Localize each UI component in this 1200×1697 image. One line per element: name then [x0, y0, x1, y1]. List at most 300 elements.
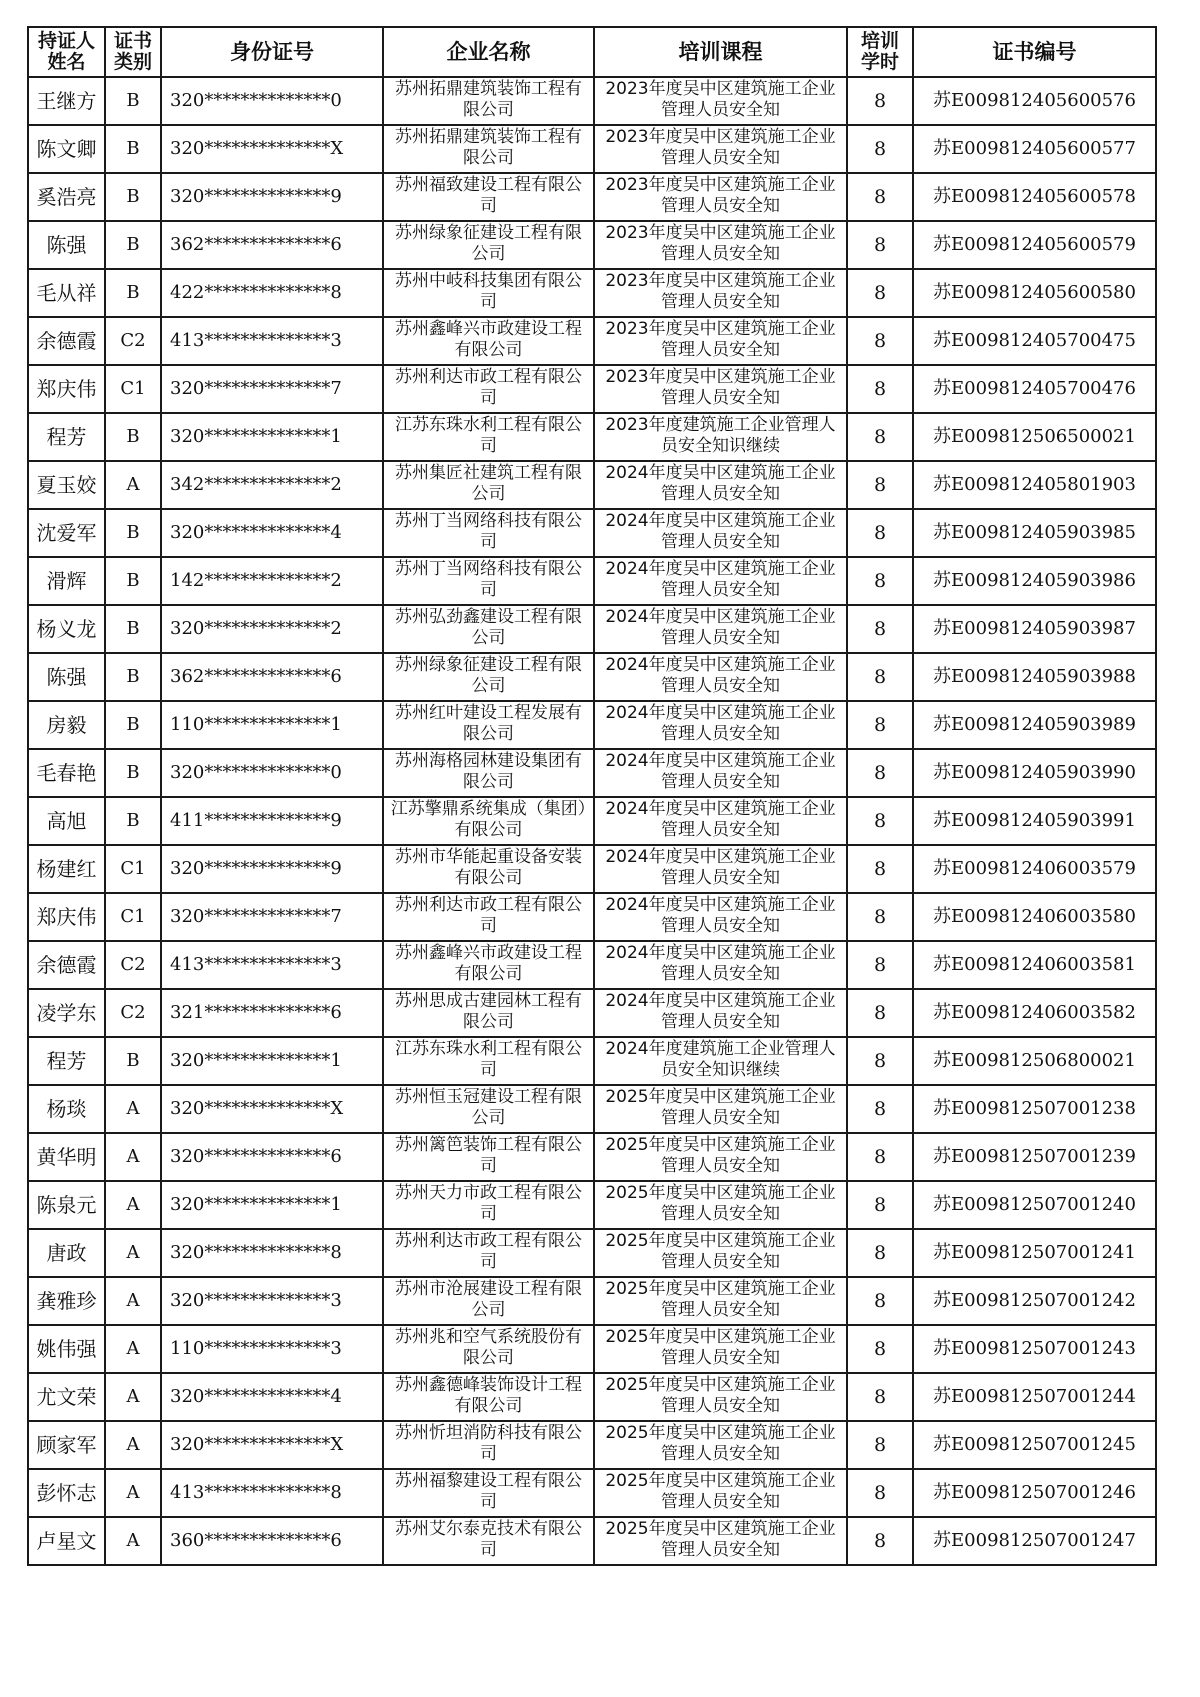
certificate-category-cell: B [105, 1037, 161, 1085]
training-course-cell [594, 1517, 847, 1565]
holder-name-cell: 陈强 [28, 221, 105, 269]
training-hours-cell: 8 [847, 509, 913, 557]
id-number-cell: 320**************2 [161, 605, 383, 653]
certificate-number-cell: 苏E009812405903989 [913, 701, 1156, 749]
company-name-cell-text: 苏州艾尔泰克技术有限公司 [395, 1519, 582, 1560]
certificate-number-cell: 苏E009812507001243 [913, 1325, 1156, 1373]
header-category-line2: 类别 [113, 51, 152, 73]
id-number-cell: 320**************8 [161, 1229, 383, 1277]
training-hours-cell: 8 [847, 1325, 913, 1373]
company-name-cell [383, 77, 594, 125]
certificate-number-cell: 苏E009812405600578 [913, 173, 1156, 221]
certificate-number-cell: 苏E009812507001240 [913, 1181, 1156, 1229]
holder-name-cell: 陈文卿 [28, 125, 105, 173]
table-row [28, 701, 1156, 749]
certificate-number-cell: 苏E009812405903985 [913, 509, 1156, 557]
header-hours-line2: 学时 [860, 51, 899, 73]
training-course-cell-text: 2023年度吴中区建筑施工企业管理人员安全知 [605, 79, 836, 120]
company-name-cell [383, 1517, 594, 1565]
training-hours-cell: 8 [847, 989, 913, 1037]
company-name-cell-text: 江苏东珠水利工程有限公司 [395, 415, 582, 456]
company-name-cell [383, 653, 594, 701]
table-row [28, 1037, 1156, 1085]
holder-name-cell: 陈泉元 [28, 1181, 105, 1229]
certificate-number-cell: 苏E009812507001247 [913, 1517, 1156, 1565]
holder-name-cell: 卢星文 [28, 1517, 105, 1565]
certificate-category-cell: B [105, 509, 161, 557]
training-hours-cell: 8 [847, 653, 913, 701]
training-hours-cell: 8 [847, 1181, 913, 1229]
table-row [28, 1085, 1156, 1133]
company-name-cell-text: 苏州弘劲鑫建设工程有限公司 [395, 607, 582, 648]
id-number-cell: 320**************4 [161, 1373, 383, 1421]
id-number-cell: 320**************X [161, 1421, 383, 1469]
training-course-cell [594, 701, 847, 749]
header-id-number: 身份证号 [161, 27, 383, 77]
training-course-cell [594, 1325, 847, 1373]
company-name-cell-text: 苏州兆和空气系统股份有限公司 [395, 1327, 582, 1368]
table-row [28, 1517, 1156, 1565]
holder-name-cell: 王继方 [28, 77, 105, 125]
company-name-cell [383, 509, 594, 557]
certificate-category-cell: B [105, 653, 161, 701]
training-course-cell-text: 2025年度吴中区建筑施工企业管理人员安全知 [605, 1423, 836, 1464]
certificate-number-cell: 苏E009812507001245 [913, 1421, 1156, 1469]
certificate-category-cell: C2 [105, 989, 161, 1037]
certificate-number-cell: 苏E009812405903991 [913, 797, 1156, 845]
certificate-category-cell: B [105, 605, 161, 653]
company-name-cell-text: 苏州集匠社建筑工程有限公司 [395, 463, 582, 504]
table-row [28, 509, 1156, 557]
training-course-cell [594, 1469, 847, 1517]
certificate-number-cell: 苏E009812405600576 [913, 77, 1156, 125]
holder-name-cell: 高旭 [28, 797, 105, 845]
id-number-cell: 320**************0 [161, 749, 383, 797]
training-course-cell-text: 2025年度吴中区建筑施工企业管理人员安全知 [605, 1183, 836, 1224]
company-name-cell-text: 苏州恒玉冠建设工程有限公司 [395, 1087, 582, 1128]
company-name-cell-text: 苏州忻坦消防科技有限公司 [395, 1423, 582, 1464]
certificate-category-cell: C1 [105, 365, 161, 413]
training-course-cell-text: 2024年度吴中区建筑施工企业管理人员安全知 [605, 655, 836, 696]
training-course-cell [594, 749, 847, 797]
company-name-cell-text: 江苏东珠水利工程有限公司 [395, 1039, 582, 1080]
certificate-number-cell: 苏E009812507001242 [913, 1277, 1156, 1325]
training-course-cell-text: 2024年度吴中区建筑施工企业管理人员安全知 [605, 943, 836, 984]
header-holder-name [28, 27, 105, 77]
certificate-number-cell: 苏E009812507001246 [913, 1469, 1156, 1517]
company-name-cell [383, 1325, 594, 1373]
holder-name-cell: 陈强 [28, 653, 105, 701]
table-header [28, 27, 1156, 77]
training-course-cell [594, 605, 847, 653]
holder-name-cell: 奚浩亮 [28, 173, 105, 221]
company-name-cell [383, 1421, 594, 1469]
table-row [28, 221, 1156, 269]
company-name-cell [383, 1181, 594, 1229]
training-hours-cell: 8 [847, 893, 913, 941]
table-row [28, 269, 1156, 317]
id-number-cell: 320**************9 [161, 845, 383, 893]
company-name-cell [383, 989, 594, 1037]
id-number-cell: 320**************7 [161, 365, 383, 413]
holder-name-cell: 郑庆伟 [28, 365, 105, 413]
company-name-cell-text: 苏州鑫峰兴市政建设工程有限公司 [395, 319, 582, 360]
training-hours-cell: 8 [847, 1373, 913, 1421]
training-course-cell [594, 269, 847, 317]
table-row [28, 557, 1156, 605]
training-course-cell [594, 1133, 847, 1181]
training-course-cell [594, 509, 847, 557]
id-number-cell: 320**************1 [161, 1037, 383, 1085]
training-course-cell-text: 2024年度吴中区建筑施工企业管理人员安全知 [605, 511, 836, 552]
training-hours-cell: 8 [847, 797, 913, 845]
training-course-cell-text: 2024年度吴中区建筑施工企业管理人员安全知 [605, 607, 836, 648]
training-course-cell [594, 1373, 847, 1421]
training-course-cell-text: 2025年度吴中区建筑施工企业管理人员安全知 [605, 1375, 836, 1416]
company-name-cell [383, 797, 594, 845]
company-name-cell [383, 365, 594, 413]
certificate-number-cell: 苏E009812405903987 [913, 605, 1156, 653]
id-number-cell: 413**************8 [161, 1469, 383, 1517]
training-course-cell [594, 989, 847, 1037]
company-name-cell-text: 苏州中岐科技集团有限公司 [395, 271, 582, 312]
table-row [28, 989, 1156, 1037]
holder-name-cell: 姚伟强 [28, 1325, 105, 1373]
training-course-cell [594, 1181, 847, 1229]
header-category-line1: 证书 [113, 30, 152, 52]
company-name-cell [383, 893, 594, 941]
certificate-number-cell: 苏E009812405903988 [913, 653, 1156, 701]
company-name-cell [383, 413, 594, 461]
header-hours-line1: 培训 [860, 30, 899, 52]
company-name-cell [383, 845, 594, 893]
header-row [28, 27, 1156, 77]
company-name-cell-text: 苏州市沧展建设工程有限公司 [395, 1279, 582, 1320]
holder-name-cell: 顾家军 [28, 1421, 105, 1469]
training-course-cell [594, 845, 847, 893]
table-row [28, 653, 1156, 701]
certificate-category-cell: B [105, 77, 161, 125]
certificate-number-cell: 苏E009812405903990 [913, 749, 1156, 797]
training-course-cell [594, 413, 847, 461]
certificate-category-cell: B [105, 221, 161, 269]
company-name-cell [383, 125, 594, 173]
id-number-cell: 110**************1 [161, 701, 383, 749]
training-course-cell-text: 2024年度建筑施工企业管理人员安全知识继续 [605, 1039, 836, 1080]
id-number-cell: 360**************6 [161, 1517, 383, 1565]
certificate-category-cell: C1 [105, 893, 161, 941]
certificate-number-cell: 苏E009812405903986 [913, 557, 1156, 605]
header-training-hours [847, 27, 913, 77]
table-row [28, 893, 1156, 941]
company-name-cell-text: 苏州海格园林建设集团有限公司 [395, 751, 582, 792]
holder-name-cell: 房毅 [28, 701, 105, 749]
certificate-number-cell: 苏E009812406003579 [913, 845, 1156, 893]
certificate-category-cell: C1 [105, 845, 161, 893]
certificate-category-cell: C2 [105, 317, 161, 365]
company-name-cell-text: 苏州福黎建设工程有限公司 [395, 1471, 582, 1512]
training-course-cell [594, 125, 847, 173]
certificate-number-cell: 苏E009812405700475 [913, 317, 1156, 365]
certificate-number-cell: 苏E009812406003582 [913, 989, 1156, 1037]
certificate-number-cell: 苏E009812405700476 [913, 365, 1156, 413]
certificate-category-cell: A [105, 1373, 161, 1421]
holder-name-cell: 余德霞 [28, 941, 105, 989]
certificate-category-cell: A [105, 1277, 161, 1325]
header-certificate-category [105, 27, 161, 77]
company-name-cell-text: 苏州丁当网络科技有限公司 [395, 559, 582, 600]
table-row [28, 1229, 1156, 1277]
id-number-cell: 320**************6 [161, 1133, 383, 1181]
training-course-cell [594, 1277, 847, 1325]
training-course-cell [594, 1421, 847, 1469]
id-number-cell: 342**************2 [161, 461, 383, 509]
id-number-cell: 413**************3 [161, 317, 383, 365]
company-name-cell [383, 221, 594, 269]
certificate-category-cell: A [105, 1517, 161, 1565]
table-row [28, 125, 1156, 173]
certificate-category-cell: B [105, 797, 161, 845]
certificate-number-cell: 苏E009812507001241 [913, 1229, 1156, 1277]
company-name-cell [383, 557, 594, 605]
holder-name-cell: 程芳 [28, 413, 105, 461]
company-name-cell-text: 苏州鑫峰兴市政建设工程有限公司 [395, 943, 582, 984]
table-row [28, 1181, 1156, 1229]
id-number-cell: 321**************6 [161, 989, 383, 1037]
company-name-cell [383, 1085, 594, 1133]
id-number-cell: 362**************6 [161, 653, 383, 701]
training-hours-cell: 8 [847, 1037, 913, 1085]
training-course-cell [594, 1229, 847, 1277]
certificate-number-cell: 苏E009812405801903 [913, 461, 1156, 509]
certificate-category-cell: A [105, 1469, 161, 1517]
training-course-cell-text: 2025年度吴中区建筑施工企业管理人员安全知 [605, 1327, 836, 1368]
table-row [28, 1469, 1156, 1517]
holder-name-cell: 郑庆伟 [28, 893, 105, 941]
training-course-cell-text: 2023年度吴中区建筑施工企业管理人员安全知 [605, 367, 836, 408]
company-name-cell [383, 461, 594, 509]
training-course-cell [594, 1085, 847, 1133]
training-course-cell [594, 893, 847, 941]
training-hours-cell: 8 [847, 77, 913, 125]
training-hours-cell: 8 [847, 125, 913, 173]
certificate-number-cell: 苏E009812507001239 [913, 1133, 1156, 1181]
training-course-cell-text: 2024年度吴中区建筑施工企业管理人员安全知 [605, 895, 836, 936]
table-row [28, 173, 1156, 221]
table-row [28, 749, 1156, 797]
certificate-category-cell: B [105, 269, 161, 317]
training-course-cell [594, 173, 847, 221]
training-hours-cell: 8 [847, 749, 913, 797]
training-hours-cell: 8 [847, 173, 913, 221]
certificate-number-cell: 苏E009812405600577 [913, 125, 1156, 173]
company-name-cell [383, 605, 594, 653]
holder-name-cell: 杨建红 [28, 845, 105, 893]
id-number-cell: 320**************X [161, 125, 383, 173]
company-name-cell-text: 苏州绿象征建设工程有限公司 [395, 223, 582, 264]
training-course-cell-text: 2023年度建筑施工企业管理人员安全知识继续 [605, 415, 836, 456]
company-name-cell-text: 苏州利达市政工程有限公司 [395, 367, 582, 408]
table-row [28, 1325, 1156, 1373]
holder-name-cell: 滑辉 [28, 557, 105, 605]
training-course-cell-text: 2025年度吴中区建筑施工企业管理人员安全知 [605, 1519, 836, 1560]
certificate-category-cell: B [105, 749, 161, 797]
training-hours-cell: 8 [847, 701, 913, 749]
certificate-category-cell: A [105, 1085, 161, 1133]
training-hours-cell: 8 [847, 605, 913, 653]
certificate-category-cell: B [105, 173, 161, 221]
holder-name-cell: 夏玉姣 [28, 461, 105, 509]
training-hours-cell: 8 [847, 1085, 913, 1133]
company-name-cell [383, 269, 594, 317]
table-row [28, 1277, 1156, 1325]
training-course-cell-text: 2025年度吴中区建筑施工企业管理人员安全知 [605, 1279, 836, 1320]
training-course-cell-text: 2023年度吴中区建筑施工企业管理人员安全知 [605, 127, 836, 168]
header-holder-name-line1: 持证人 [37, 30, 95, 52]
company-name-cell [383, 173, 594, 221]
id-number-cell: 320**************1 [161, 1181, 383, 1229]
certificate-category-cell: B [105, 413, 161, 461]
id-number-cell: 422**************8 [161, 269, 383, 317]
training-course-cell [594, 653, 847, 701]
training-course-cell-text: 2024年度吴中区建筑施工企业管理人员安全知 [605, 847, 836, 888]
training-hours-cell: 8 [847, 1421, 913, 1469]
holder-name-cell: 杨义龙 [28, 605, 105, 653]
certificate-category-cell: B [105, 125, 161, 173]
company-name-cell-text: 苏州拓鼎建筑装饰工程有限公司 [395, 79, 582, 120]
company-name-cell-text: 苏州天力市政工程有限公司 [395, 1183, 582, 1224]
certificate-category-cell: B [105, 701, 161, 749]
holder-name-cell: 杨琰 [28, 1085, 105, 1133]
id-number-cell: 320**************9 [161, 173, 383, 221]
training-hours-cell: 8 [847, 221, 913, 269]
training-hours-cell: 8 [847, 845, 913, 893]
training-hours-cell: 8 [847, 1133, 913, 1181]
training-hours-cell: 8 [847, 461, 913, 509]
table-row [28, 845, 1156, 893]
table-row [28, 1421, 1156, 1469]
training-hours-cell: 8 [847, 941, 913, 989]
company-name-cell-text: 苏州丁当网络科技有限公司 [395, 511, 582, 552]
certificate-number-cell: 苏E009812506500021 [913, 413, 1156, 461]
training-hours-cell: 8 [847, 1517, 913, 1565]
training-hours-cell: 8 [847, 365, 913, 413]
holder-name-cell: 彭怀志 [28, 1469, 105, 1517]
company-name-cell [383, 1133, 594, 1181]
company-name-cell [383, 701, 594, 749]
training-course-cell-text: 2025年度吴中区建筑施工企业管理人员安全知 [605, 1231, 836, 1272]
certificate-number-cell: 苏E009812507001238 [913, 1085, 1156, 1133]
training-course-cell [594, 317, 847, 365]
company-name-cell-text: 苏州鑫德峰装饰设计工程有限公司 [395, 1375, 582, 1416]
table-row [28, 941, 1156, 989]
holder-name-cell: 余德霞 [28, 317, 105, 365]
certificate-number-cell: 苏E009812506800021 [913, 1037, 1156, 1085]
company-name-cell-text: 苏州福致建设工程有限公司 [395, 175, 582, 216]
certificate-category-cell: C2 [105, 941, 161, 989]
company-name-cell-text: 苏州市华能起重设备安装有限公司 [395, 847, 582, 888]
id-number-cell: 362**************6 [161, 221, 383, 269]
training-course-cell-text: 2023年度吴中区建筑施工企业管理人员安全知 [605, 271, 836, 312]
company-name-cell [383, 1469, 594, 1517]
holder-name-cell: 凌学东 [28, 989, 105, 1037]
company-name-cell [383, 749, 594, 797]
holder-name-cell: 毛从祥 [28, 269, 105, 317]
training-course-cell-text: 2024年度吴中区建筑施工企业管理人员安全知 [605, 703, 836, 744]
company-name-cell-text: 江苏擎鼎系统集成（集团）有限公司 [390, 799, 587, 840]
table-row [28, 1133, 1156, 1181]
header-company-name: 企业名称 [383, 27, 594, 77]
training-hours-cell: 8 [847, 317, 913, 365]
training-course-cell [594, 221, 847, 269]
certificate-category-cell: A [105, 1229, 161, 1277]
training-hours-cell: 8 [847, 1469, 913, 1517]
id-number-cell: 142**************2 [161, 557, 383, 605]
training-course-cell [594, 77, 847, 125]
training-course-cell-text: 2024年度吴中区建筑施工企业管理人员安全知 [605, 799, 836, 840]
id-number-cell: 320**************3 [161, 1277, 383, 1325]
table-row [28, 1373, 1156, 1421]
company-name-cell [383, 1277, 594, 1325]
table-row [28, 365, 1156, 413]
holder-name-cell: 尤文荣 [28, 1373, 105, 1421]
id-number-cell: 320**************4 [161, 509, 383, 557]
training-course-cell-text: 2024年度吴中区建筑施工企业管理人员安全知 [605, 751, 836, 792]
certificate-category-cell: A [105, 1133, 161, 1181]
training-course-cell [594, 941, 847, 989]
id-number-cell: 411**************9 [161, 797, 383, 845]
holder-name-cell: 龚雅珍 [28, 1277, 105, 1325]
company-name-cell-text: 苏州红叶建设工程发展有限公司 [395, 703, 582, 744]
id-number-cell: 320**************0 [161, 77, 383, 125]
table-row [28, 461, 1156, 509]
company-name-cell-text: 苏州拓鼎建筑装饰工程有限公司 [395, 127, 582, 168]
training-course-cell-text: 2025年度吴中区建筑施工企业管理人员安全知 [605, 1087, 836, 1128]
header-certificate-number: 证书编号 [913, 27, 1156, 77]
training-hours-cell: 8 [847, 557, 913, 605]
id-number-cell: 320**************7 [161, 893, 383, 941]
table-row [28, 317, 1156, 365]
certificate-roster-table [27, 26, 1157, 1566]
id-number-cell: 413**************3 [161, 941, 383, 989]
certificate-number-cell: 苏E009812406003581 [913, 941, 1156, 989]
training-course-cell-text: 2023年度吴中区建筑施工企业管理人员安全知 [605, 319, 836, 360]
certificate-category-cell: A [105, 1181, 161, 1229]
holder-name-cell: 毛春艳 [28, 749, 105, 797]
table-row [28, 77, 1156, 125]
header-holder-name-line2: 姓名 [47, 51, 86, 73]
training-hours-cell: 8 [847, 413, 913, 461]
company-name-cell-text: 苏州利达市政工程有限公司 [395, 1231, 582, 1272]
training-course-cell-text: 2023年度吴中区建筑施工企业管理人员安全知 [605, 223, 836, 264]
certificate-roster-sheet [27, 26, 1155, 1566]
company-name-cell [383, 1229, 594, 1277]
company-name-cell [383, 941, 594, 989]
holder-name-cell: 黄华明 [28, 1133, 105, 1181]
training-course-cell-text: 2024年度吴中区建筑施工企业管理人员安全知 [605, 559, 836, 600]
id-number-cell: 320**************X [161, 1085, 383, 1133]
company-name-cell [383, 1373, 594, 1421]
training-course-cell [594, 797, 847, 845]
certificate-number-cell: 苏E009812405600580 [913, 269, 1156, 317]
holder-name-cell: 沈爱军 [28, 509, 105, 557]
certificate-number-cell: 苏E009812507001244 [913, 1373, 1156, 1421]
training-hours-cell: 8 [847, 1229, 913, 1277]
company-name-cell [383, 1037, 594, 1085]
id-number-cell: 320**************1 [161, 413, 383, 461]
holder-name-cell: 唐政 [28, 1229, 105, 1277]
company-name-cell [383, 317, 594, 365]
